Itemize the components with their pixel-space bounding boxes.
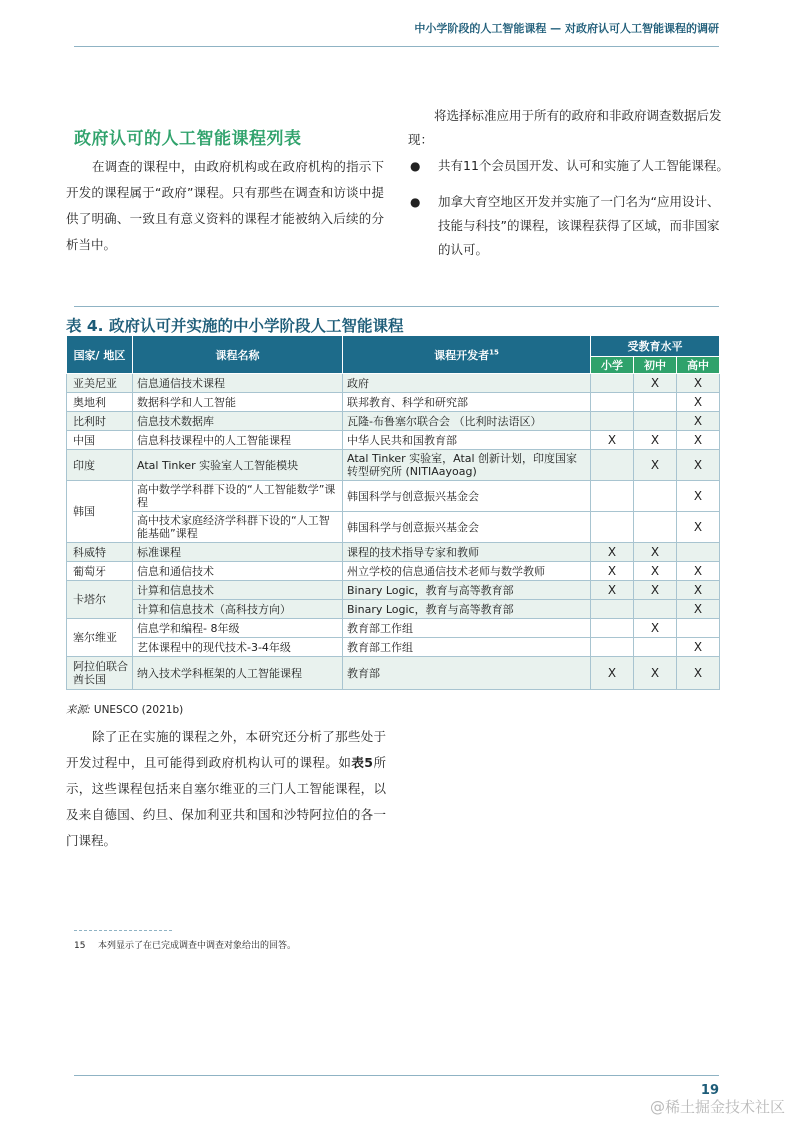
column-header-course: 课程名称 [133, 336, 343, 374]
cell-high: X [677, 450, 720, 481]
cell-course: 高中数学学科群下设的“人工智能数学”课程 [133, 481, 343, 512]
cell-course: Atal Tinker 实验室人工智能模块 [133, 450, 343, 481]
page-number: 19 [700, 1083, 719, 1098]
header-separator: — [546, 22, 565, 35]
table-title-prefix: 表 4. [66, 317, 104, 335]
cell-country: 印度 [67, 450, 133, 481]
section-divider [74, 306, 719, 307]
cell-middle [634, 481, 677, 512]
footnote [74, 938, 296, 951]
cell-primary: X [591, 657, 634, 690]
table-row [67, 543, 720, 562]
right-intro-paragraph: 将选择标准应用于所有的政府和非政府调查数据后发现： [408, 108, 722, 147]
table-row [67, 600, 720, 619]
cell-middle [634, 393, 677, 412]
cell-middle [634, 412, 677, 431]
table-row [67, 562, 720, 581]
column-header-primary: 小学 [591, 357, 634, 374]
cell-developer: 教育部 [343, 657, 591, 690]
cell-country: 中国 [67, 431, 133, 450]
cell-country: 亚美尼亚 [67, 374, 133, 393]
cell-course: 信息技术数据库 [133, 412, 343, 431]
source-label: 来源: [66, 704, 91, 716]
running-header [414, 20, 719, 36]
bullet-icon: ● [410, 159, 421, 173]
body-paragraph [66, 724, 386, 854]
column-header-high: 高中 [677, 357, 720, 374]
cell-middle: X [634, 543, 677, 562]
cell-country: 葡萄牙 [67, 562, 133, 581]
cell-developer: 韩国科学与创意振兴基金会 [343, 512, 591, 543]
cell-developer: 教育部工作组 [343, 638, 591, 657]
cell-country: 比利时 [67, 412, 133, 431]
table-row [67, 412, 720, 431]
table-5-reference[interactable]: 表5 [351, 755, 373, 770]
footer-divider [74, 1075, 719, 1076]
cell-country: 卡塔尔 [67, 581, 133, 619]
cell-high: X [677, 638, 720, 657]
cell-high: X [677, 481, 720, 512]
cell-high: X [677, 512, 720, 543]
cell-primary [591, 393, 634, 412]
body-text-end: 所示，这些课程包括来自塞尔维亚的三门人工智能课程，以及来自德国、约旦、保加利亚共和国和沙特阿拉伯的各一门课程。 [66, 755, 386, 848]
table-row [67, 619, 720, 638]
table-row [67, 431, 720, 450]
cell-middle [634, 600, 677, 619]
cell-developer: Atal Tinker 实验室，Atal 创新计划，印度国家转型研究所 (NITIAayoag) [343, 450, 591, 481]
table-row [67, 450, 720, 481]
cell-high: X [677, 581, 720, 600]
cell-middle: X [634, 619, 677, 638]
table-row [67, 581, 720, 600]
cell-course: 标准课程 [133, 543, 343, 562]
table-title-text: 政府认可并实施的中小学阶段人工智能课程 [103, 317, 404, 335]
column-header-level: 受教育水平 [591, 336, 720, 357]
list-item [408, 154, 730, 178]
cell-primary [591, 638, 634, 657]
cell-developer: 联邦教育、科学和研究部 [343, 393, 591, 412]
cell-high: X [677, 412, 720, 431]
cell-primary: X [591, 562, 634, 581]
footnote-ref: 15 [489, 347, 499, 356]
cell-developer: 教育部工作组 [343, 619, 591, 638]
cell-country: 科威特 [67, 543, 133, 562]
cell-high: X [677, 431, 720, 450]
section-title: 政府认可的人工智能课程列表 [74, 129, 302, 149]
header-title: 中小学阶段的人工智能课程 [414, 22, 547, 35]
cell-middle: X [634, 581, 677, 600]
developer-header-label: 课程开发者 [434, 348, 490, 362]
cell-middle: X [634, 450, 677, 481]
cell-primary [591, 481, 634, 512]
cell-developer: 瓦隆-布鲁塞尔联合会 （比利时法语区） [343, 412, 591, 431]
source-text: UNESCO (2021b) [90, 704, 184, 716]
cell-primary [591, 512, 634, 543]
cell-primary: X [591, 431, 634, 450]
table-title [66, 314, 403, 336]
footnote-text: 本列显示了在已完成调查中调查对象给出的回答。 [98, 941, 297, 951]
cell-course: 艺体课程中的现代技术-3-4年级 [133, 638, 343, 657]
cell-middle: X [634, 431, 677, 450]
cell-middle [634, 512, 677, 543]
findings-list [408, 154, 730, 274]
table-row [67, 481, 720, 512]
bullet-icon: ● [410, 195, 421, 209]
cell-high: X [677, 393, 720, 412]
cell-primary [591, 450, 634, 481]
column-header-developer [343, 336, 591, 374]
cell-middle [634, 638, 677, 657]
cell-country: 韩国 [67, 481, 133, 543]
bullet-text: 共有11个会员国开发、认可和实施了人工智能课程。 [438, 158, 729, 173]
cell-developer: 韩国科学与创意振兴基金会 [343, 481, 591, 512]
footnote-number: 15 [74, 941, 86, 951]
cell-primary [591, 412, 634, 431]
cell-middle: X [634, 374, 677, 393]
cell-developer: Binary Logic，教育与高等教育部 [343, 581, 591, 600]
cell-developer: 课程的技术指导专家和教师 [343, 543, 591, 562]
cell-course: 计算和信息技术 [133, 581, 343, 600]
watermark: @稀土掘金技术社区 [649, 1098, 785, 1116]
table-row [67, 657, 720, 690]
cell-developer: 中华人民共和国教育部 [343, 431, 591, 450]
cell-high: X [677, 657, 720, 690]
cell-developer: 政府 [343, 374, 591, 393]
list-item [408, 190, 730, 262]
cell-course: 信息科技课程中的人工智能课程 [133, 431, 343, 450]
cell-country: 塞尔维亚 [67, 619, 133, 657]
cell-high: X [677, 600, 720, 619]
cell-high [677, 543, 720, 562]
section-paragraph: 在调查的课程中，由政府机构或在政府机构的指示下开发的课程属于“政府”课程。只有那些在调查和访谈中提供了明确、一致且有意义资料的课程才能被纳入后续的分析当中。 [66, 159, 384, 252]
header-divider [74, 46, 719, 47]
column-header-middle: 初中 [634, 357, 677, 374]
cell-primary [591, 600, 634, 619]
cell-course: 信息和通信技术 [133, 562, 343, 581]
bullet-text: 加拿大育空地区开发并实施了一门名为“应用设计、技能与科技”的课程，该课程获得了区域，而非国家的认可。 [438, 194, 720, 257]
cell-middle: X [634, 562, 677, 581]
header-subtitle: 对政府认可人工智能课程的调研 [565, 22, 719, 35]
cell-course: 纳入技术学科框架的人工智能课程 [133, 657, 343, 690]
cell-primary: X [591, 543, 634, 562]
table-row [67, 512, 720, 543]
cell-country: 阿拉伯联合酋长国 [67, 657, 133, 690]
cell-course: 信息学和编程- 8年级 [133, 619, 343, 638]
cell-course: 数据科学和人工智能 [133, 393, 343, 412]
cell-developer: Binary Logic，教育与高等教育部 [343, 600, 591, 619]
table-row [67, 393, 720, 412]
cell-middle: X [634, 657, 677, 690]
cell-course: 信息通信技术课程 [133, 374, 343, 393]
body-text-start: 除了正在实施的课程之外，本研究还分析了那些处于开发过程中，且可能得到政府机构认可的课程。如 [66, 729, 386, 770]
table-source [66, 702, 183, 717]
cell-course: 高中技术家庭经济学科群下设的“人工智能基础”课程 [133, 512, 343, 543]
cell-developer: 州立学校的信息通信技术老师与数学教师 [343, 562, 591, 581]
cell-high: X [677, 374, 720, 393]
cell-primary: X [591, 581, 634, 600]
cell-high [677, 619, 720, 638]
curriculum-table [66, 335, 720, 690]
cell-course: 计算和信息技术（高科技方向） [133, 600, 343, 619]
table-row [67, 638, 720, 657]
column-header-country: 国家/ 地区 [67, 336, 133, 374]
cell-high: X [677, 562, 720, 581]
cell-primary [591, 374, 634, 393]
table-row [67, 374, 720, 393]
cell-country: 奥地利 [67, 393, 133, 412]
cell-primary [591, 619, 634, 638]
footnote-divider [74, 930, 172, 931]
